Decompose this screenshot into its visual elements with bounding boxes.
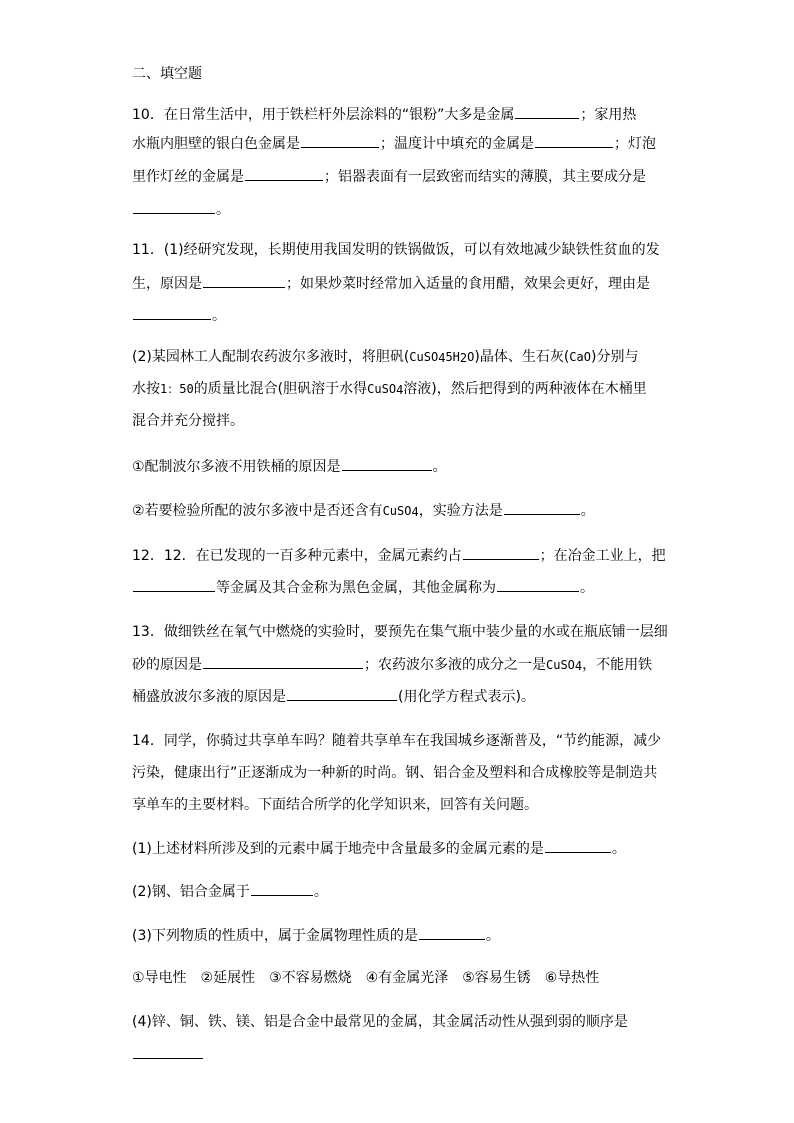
section-title: 二、填空题 xyxy=(132,66,202,82)
q14-sub-4: (4)锌、铜、铁、镁、铝是合金中最常见的金属，其金属活动性从强到弱的顺序是 xyxy=(132,1014,628,1030)
answer-blank[interactable] xyxy=(515,104,579,119)
q11-part2-line-3: 混合并充分搅拌。 xyxy=(132,413,244,429)
ratio: 1：50 xyxy=(160,382,194,396)
q11-text: 。 xyxy=(432,459,447,475)
q14-text: 。 xyxy=(313,884,328,900)
subscript: 2 xyxy=(459,351,468,365)
q13-text: 桶盛放波尔多液的原因是 xyxy=(132,689,286,705)
formula-o: O xyxy=(467,350,475,364)
subscript: 4 xyxy=(396,383,404,397)
answer-blank[interactable] xyxy=(287,686,397,701)
q13-line-3 xyxy=(132,686,535,707)
q12-text: 12．12．在已发现的一百多种元素中，金属元素约占 xyxy=(132,548,462,564)
q13-text: ，不能用铁 xyxy=(582,657,653,673)
q12-line-2 xyxy=(132,577,594,598)
answer-blank[interactable] xyxy=(545,838,611,853)
formula-h2o: 5H xyxy=(445,350,460,364)
answer-blank[interactable] xyxy=(133,1044,203,1059)
answer-blank[interactable] xyxy=(342,456,432,471)
formula-cuso4: CuSO xyxy=(409,350,439,364)
q11-line-2 xyxy=(132,273,650,294)
q10-text: ；家用热 xyxy=(580,107,637,123)
q11-text: 溶液)，然后把得到的两种液体在木桶里 xyxy=(403,381,647,397)
q13-text: ；农药波尔多液的成分之一是 xyxy=(364,657,546,673)
answer-blank[interactable] xyxy=(463,545,539,560)
formula-cuso4: CuSO xyxy=(546,658,575,672)
q11-text: (2)某园林工人配制农药波尔多液时，将胆矾( xyxy=(132,349,410,365)
q11-sub-1 xyxy=(132,456,447,477)
formula-cuso4: CuSO xyxy=(382,504,412,518)
q10-text: 水瓶内胆壁的银白色金属是 xyxy=(132,136,300,152)
q10-line-3 xyxy=(132,166,646,187)
q14-text: (3)下列物质的性质中，属于金属物理性质的是 xyxy=(132,928,418,944)
q14-sub-1 xyxy=(132,838,626,859)
q12-line-1 xyxy=(132,545,666,566)
q10-text: 10．在日常生活中，用于铁栏杆外层涂料的“银粉”大多是金属 xyxy=(132,107,515,123)
answer-blank[interactable] xyxy=(535,133,613,148)
subscript: 4 xyxy=(438,351,446,365)
q11-part2-line-2 xyxy=(132,379,647,400)
answer-blank[interactable] xyxy=(497,577,579,592)
q14-sub-3 xyxy=(132,925,500,946)
q10-text: 里作灯丝的金属是 xyxy=(132,169,244,185)
q13-line-1: 13．做细铁丝在氧气中燃烧的实验时，要预先在集气瓶中装少量的水或在瓶底铺一层细 xyxy=(132,624,668,640)
q10-text: 。 xyxy=(216,202,230,218)
answer-blank[interactable] xyxy=(504,500,580,515)
q14-text: 。 xyxy=(611,841,626,857)
q14-line-1: 14．同学，你骑过共享单车吗？随着共享单车在我国城乡逐渐普及，“节约能源，减少 xyxy=(132,733,662,749)
q11-text: ①配制波尔多液不用铁桶的原因是 xyxy=(132,459,341,475)
q11-sub-2 xyxy=(132,500,595,522)
answer-blank[interactable] xyxy=(251,881,313,896)
q14-text: (1)上述材料所涉及到的元素中属于地壳中含量最多的金属元素的是 xyxy=(132,841,544,857)
answer-blank[interactable] xyxy=(245,166,323,181)
q11-text: )晶体、生石灰( xyxy=(474,349,570,365)
q14-line-3: 享单车的主要材料。下面结合所学的化学知识来，回答有关问题。 xyxy=(132,797,538,813)
q14-line-2: 污染，健康出行”正逐渐成为一种新的时尚。钢、铝合金及塑料和合成橡胶等是制造共 xyxy=(132,765,658,781)
answer-blank[interactable] xyxy=(133,577,215,592)
q14-options: ①导电性 ②延展性 ③不容易燃烧 ④有金属光泽 ⑤容易生锈 ⑥导热性 xyxy=(132,970,600,986)
q11-text: 。 xyxy=(212,308,226,324)
q12-text: 。 xyxy=(580,580,594,596)
q13-text: (用化学方程式表示)。 xyxy=(398,689,535,705)
q14-sub-2 xyxy=(132,881,328,902)
answer-blank[interactable] xyxy=(419,925,485,940)
q12-text: 等金属及其合金称为黑色金属，其他金属称为 xyxy=(216,580,496,596)
q11-text: ②若要检验所配的波尔多液中是否还含有 xyxy=(132,503,383,519)
subscript: 4 xyxy=(574,659,583,673)
answer-blank[interactable] xyxy=(133,305,211,320)
q11-text: 。 xyxy=(580,503,595,519)
formula-cuso4: CuSO xyxy=(367,382,397,396)
q11-text: ；如果炒菜时经常加入适量的食用醋，效果会更好，理由是 xyxy=(286,276,650,292)
answer-blank[interactable] xyxy=(301,133,379,148)
q11-text: )分别与 xyxy=(590,349,639,365)
q10-text: ；温度计中填充的金属是 xyxy=(380,136,534,152)
q11-line-1: 11．(1)经研究发现，长期使用我国发明的铁锅做饭，可以有效地减少缺铁性贫血的发 xyxy=(132,242,660,258)
answer-blank[interactable] xyxy=(203,273,285,288)
q12-text: ；在冶金工业上，把 xyxy=(539,548,666,564)
q10-text: ；铝器表面有一层致密而结实的薄膜，其主要成分是 xyxy=(324,169,646,185)
q10-line-1 xyxy=(132,104,636,125)
q11-part2-line-1 xyxy=(132,347,638,368)
q10-line-2 xyxy=(132,133,656,154)
q11-text: 水按 xyxy=(132,381,160,397)
formula-cao: CaO xyxy=(569,350,591,364)
q14-text: (2)钢、铝合金属于 xyxy=(132,884,250,900)
answer-blank[interactable] xyxy=(203,654,363,669)
q13-text: 砂的原因是 xyxy=(132,657,202,673)
q10-line-4 xyxy=(132,199,230,220)
subscript: 4 xyxy=(411,505,419,519)
q13-line-2 xyxy=(132,654,652,676)
answer-blank[interactable] xyxy=(133,199,215,214)
q14-text: 。 xyxy=(485,928,500,944)
q11-line-3 xyxy=(132,305,226,326)
q11-text: 的质量比混合(胆矾溶于水得 xyxy=(193,381,368,397)
q11-text: ，实验方法是 xyxy=(418,503,503,519)
q14-sub-4-blank-line xyxy=(132,1044,204,1065)
q10-text: ；灯泡 xyxy=(614,136,656,152)
q11-text: 生，原因是 xyxy=(132,276,202,292)
